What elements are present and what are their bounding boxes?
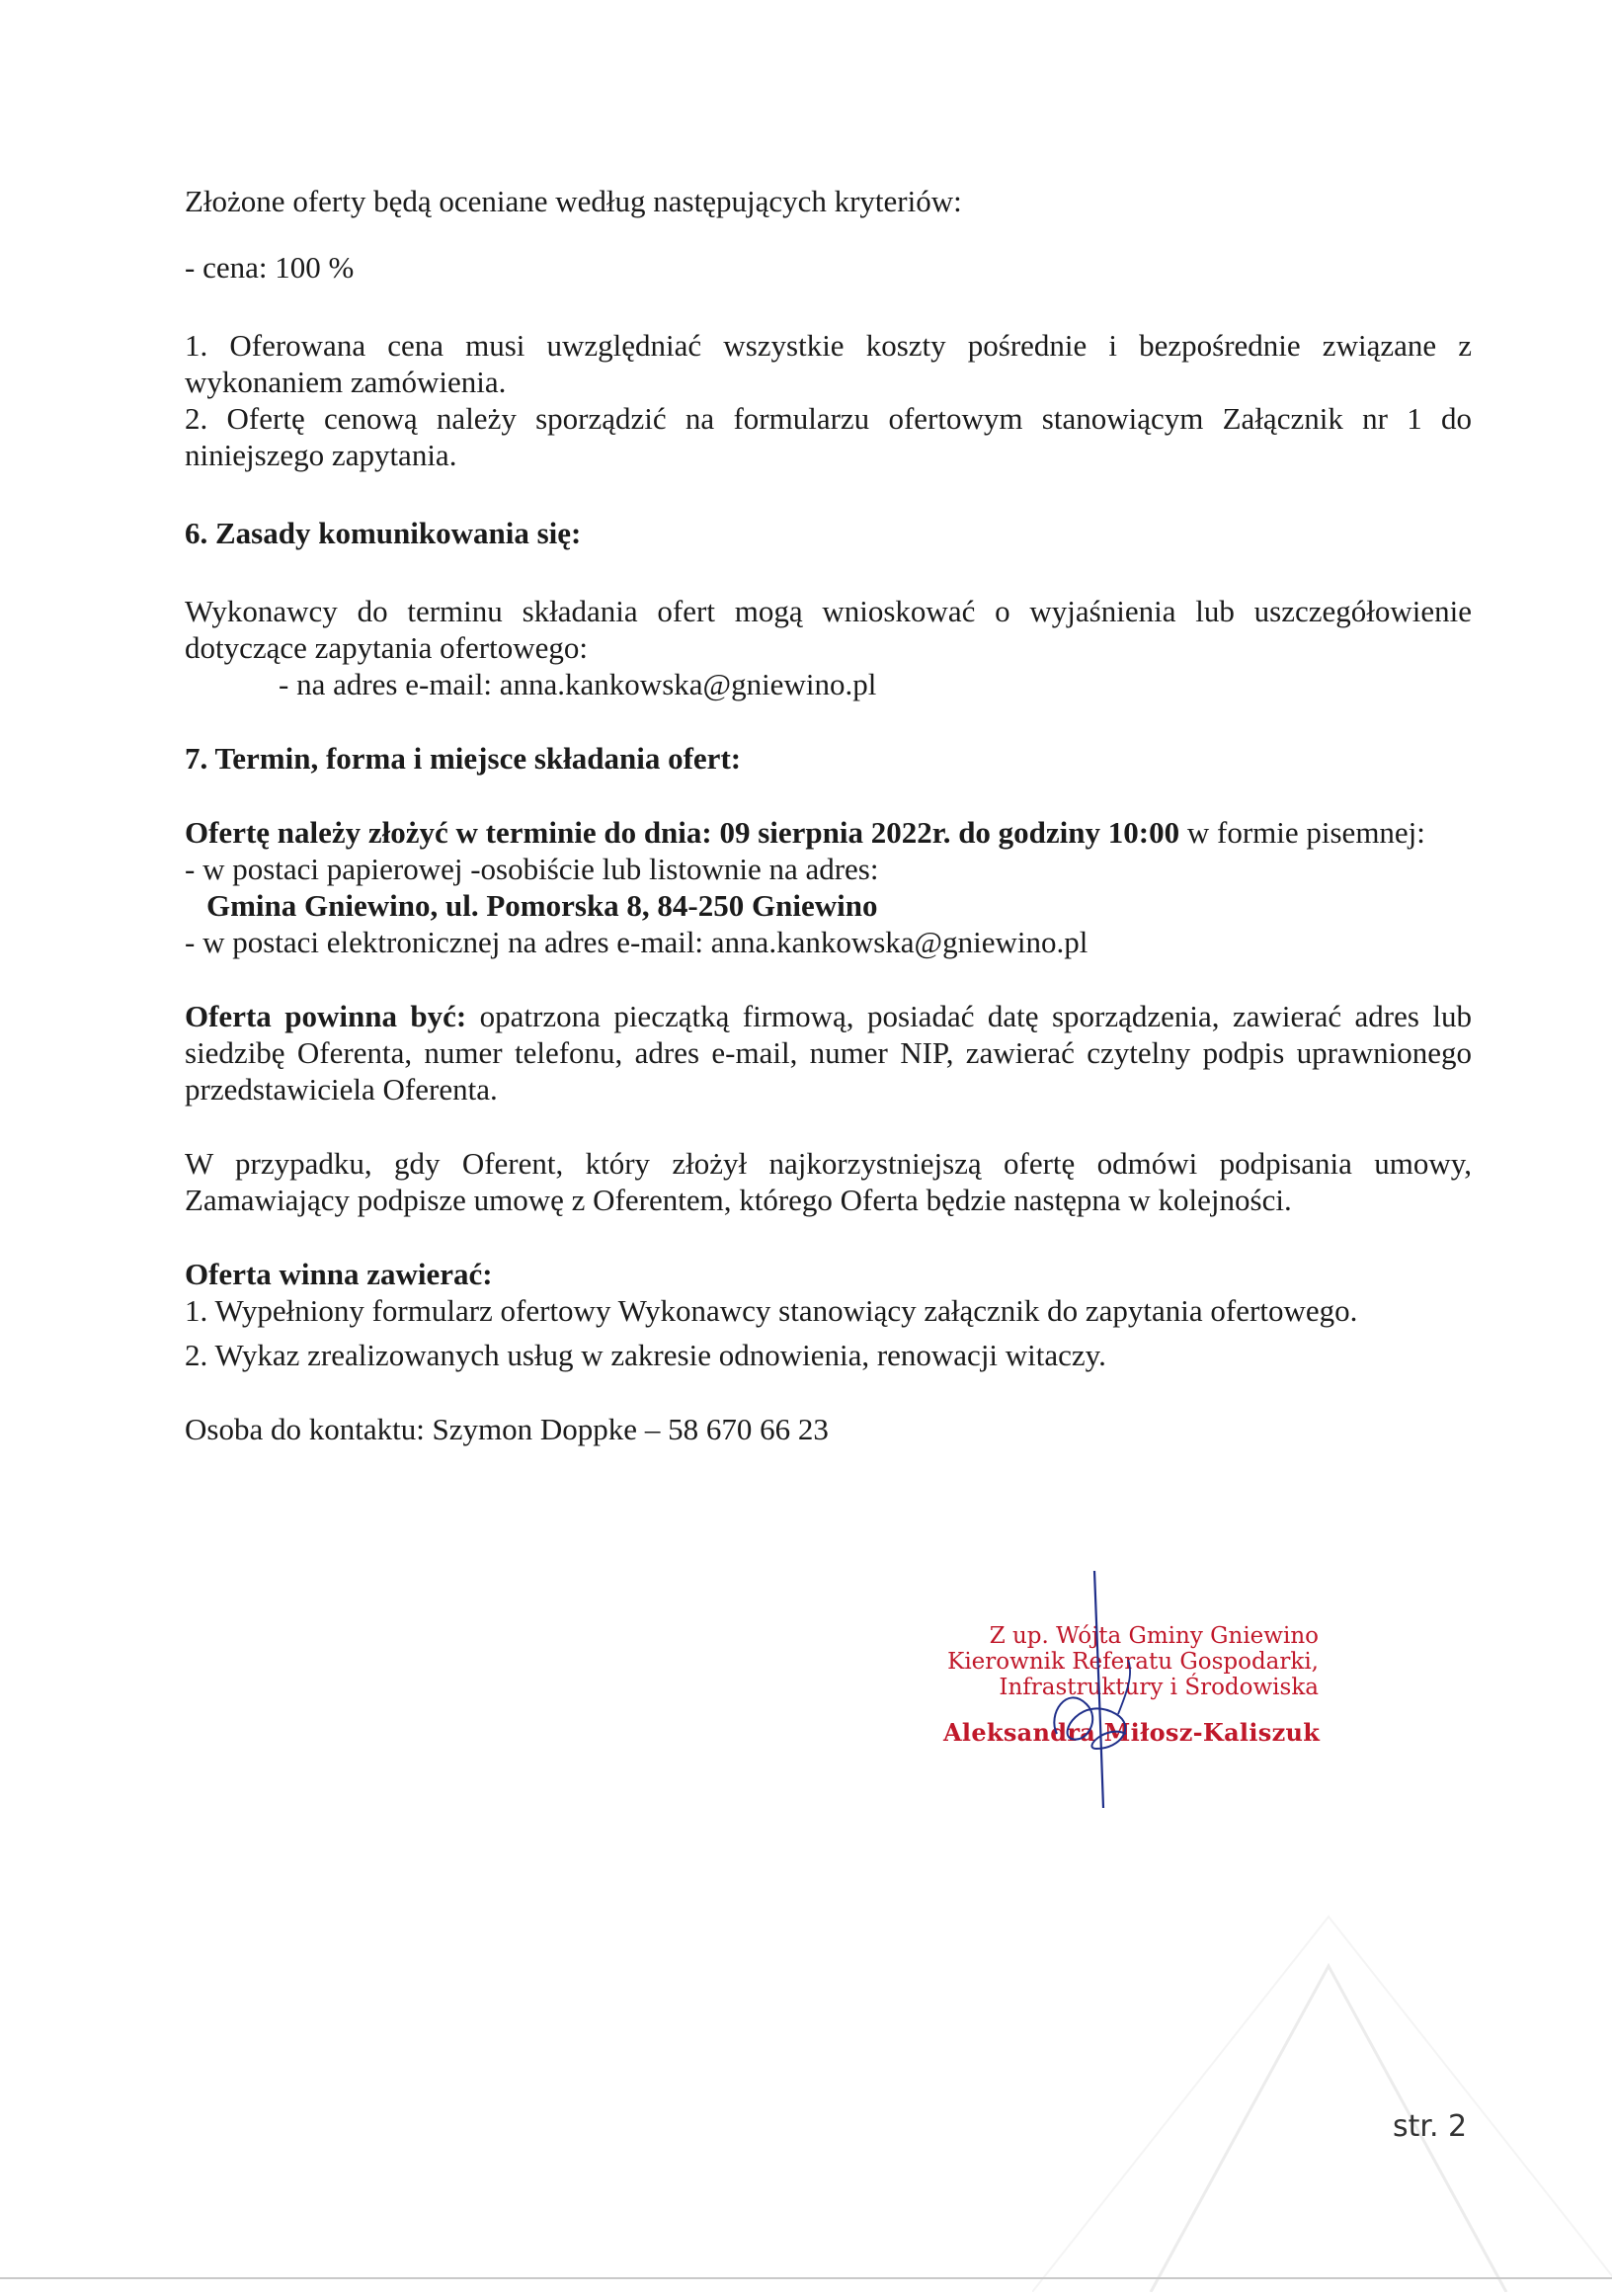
paper-form: - w postaci papierowej -osobiście lub listownie na adres: <box>185 852 879 886</box>
offer-contents-item-1: 1. Wypełniony formularz ofertowy Wykonawcy stanowiący załącznik do zapytania ofertowego. <box>185 1293 1358 1328</box>
submission-address: Gmina Gniewino, ul. Pomorska 8, 84-250 Gniewino <box>206 888 878 923</box>
stamp-line-3: Infrastruktury i Środowiska <box>999 1675 1319 1700</box>
criteria-price: - cena: 100 % <box>185 250 355 285</box>
offer-requirements-text: opatrzona pieczątką firmową, posiadać datę sporządzenia, zawierać adres lub siedzibę Oferenta, numer telefonu, adres e-mail, numer NIP, zawierać czytelny podpis uprawnionego przedstawiciela Oferenta. <box>185 999 1472 1107</box>
scan-shadow-decoration <box>1032 1877 1612 2292</box>
stamp-line-2: Kierownik Referatu Gospodarki, <box>947 1649 1319 1675</box>
criteria-intro: Złożone oferty będą oceniane według następujących kryteriów: <box>185 184 962 218</box>
price-note-1: 1. Oferowana cena musi uwzględniać wszystkie koszty pośrednie i bezpośrednie związane z wykonaniem zamówienia. <box>185 328 1472 399</box>
handwritten-signature <box>1027 1566 1175 1813</box>
section-7-heading: 7. Termin, forma i miejsce składania ofert: <box>185 741 742 776</box>
offer-contents-heading: Oferta winna zawierać: <box>185 1257 493 1291</box>
section-6-text: Wykonawcy do terminu składania ofert mogą wnioskować o wyjaśnienia lub uszczegółowienie dotyczące zapytania ofertowego: <box>185 594 1472 665</box>
price-note-2: 2. Ofertę cenową należy sporządzić na formularzu ofertowym stanowiącym Załącznik nr 1 do niniejszego zapytania. <box>185 401 1472 472</box>
offer-requirements <box>185 998 1472 1107</box>
stamp-line-1: Z up. Wójta Gminy Gniewino <box>989 1623 1319 1649</box>
deadline-bold: Ofertę należy złożyć w terminie do dnia: 09 sierpnia 2022r. do godziny 10:00 <box>185 815 1180 850</box>
section-6-email: - na adres e-mail: anna.kankowska@gniewino.pl <box>279 667 877 701</box>
refusal-paragraph: W przypadku, gdy Oferent, który złożył najkorzystniejszą ofertę odmówi podpisania umowy, Zamawiający podpisze umowę z Oferentem, którego Oferta będzie następna w kolejności. <box>185 1146 1472 1217</box>
contact-person: Osoba do kontaktu: Szymon Doppke – 58 670 66 23 <box>185 1412 829 1446</box>
deadline-rest: w formie pisemnej: <box>1179 815 1425 850</box>
section-6-heading: 6. Zasady komunikowania się: <box>185 516 582 550</box>
document-body <box>185 183 1472 1447</box>
offer-contents-item-2: 2. Wykaz zrealizowanych usług w zakresie odnowienia, renowacji witaczy. <box>185 1338 1106 1372</box>
stamp-name: Aleksandra Miłosz-Kaliszuk <box>943 1718 1321 1747</box>
electronic-form: - w postaci elektronicznej na adres e-mail: anna.kankowska@gniewino.pl <box>185 925 1088 959</box>
scan-bottom-edge <box>0 2277 1612 2279</box>
deadline-paragraph <box>185 814 1472 851</box>
offer-requirements-label: Oferta powinna być: <box>185 999 467 1033</box>
page-number: str. 2 <box>1393 2109 1468 2144</box>
